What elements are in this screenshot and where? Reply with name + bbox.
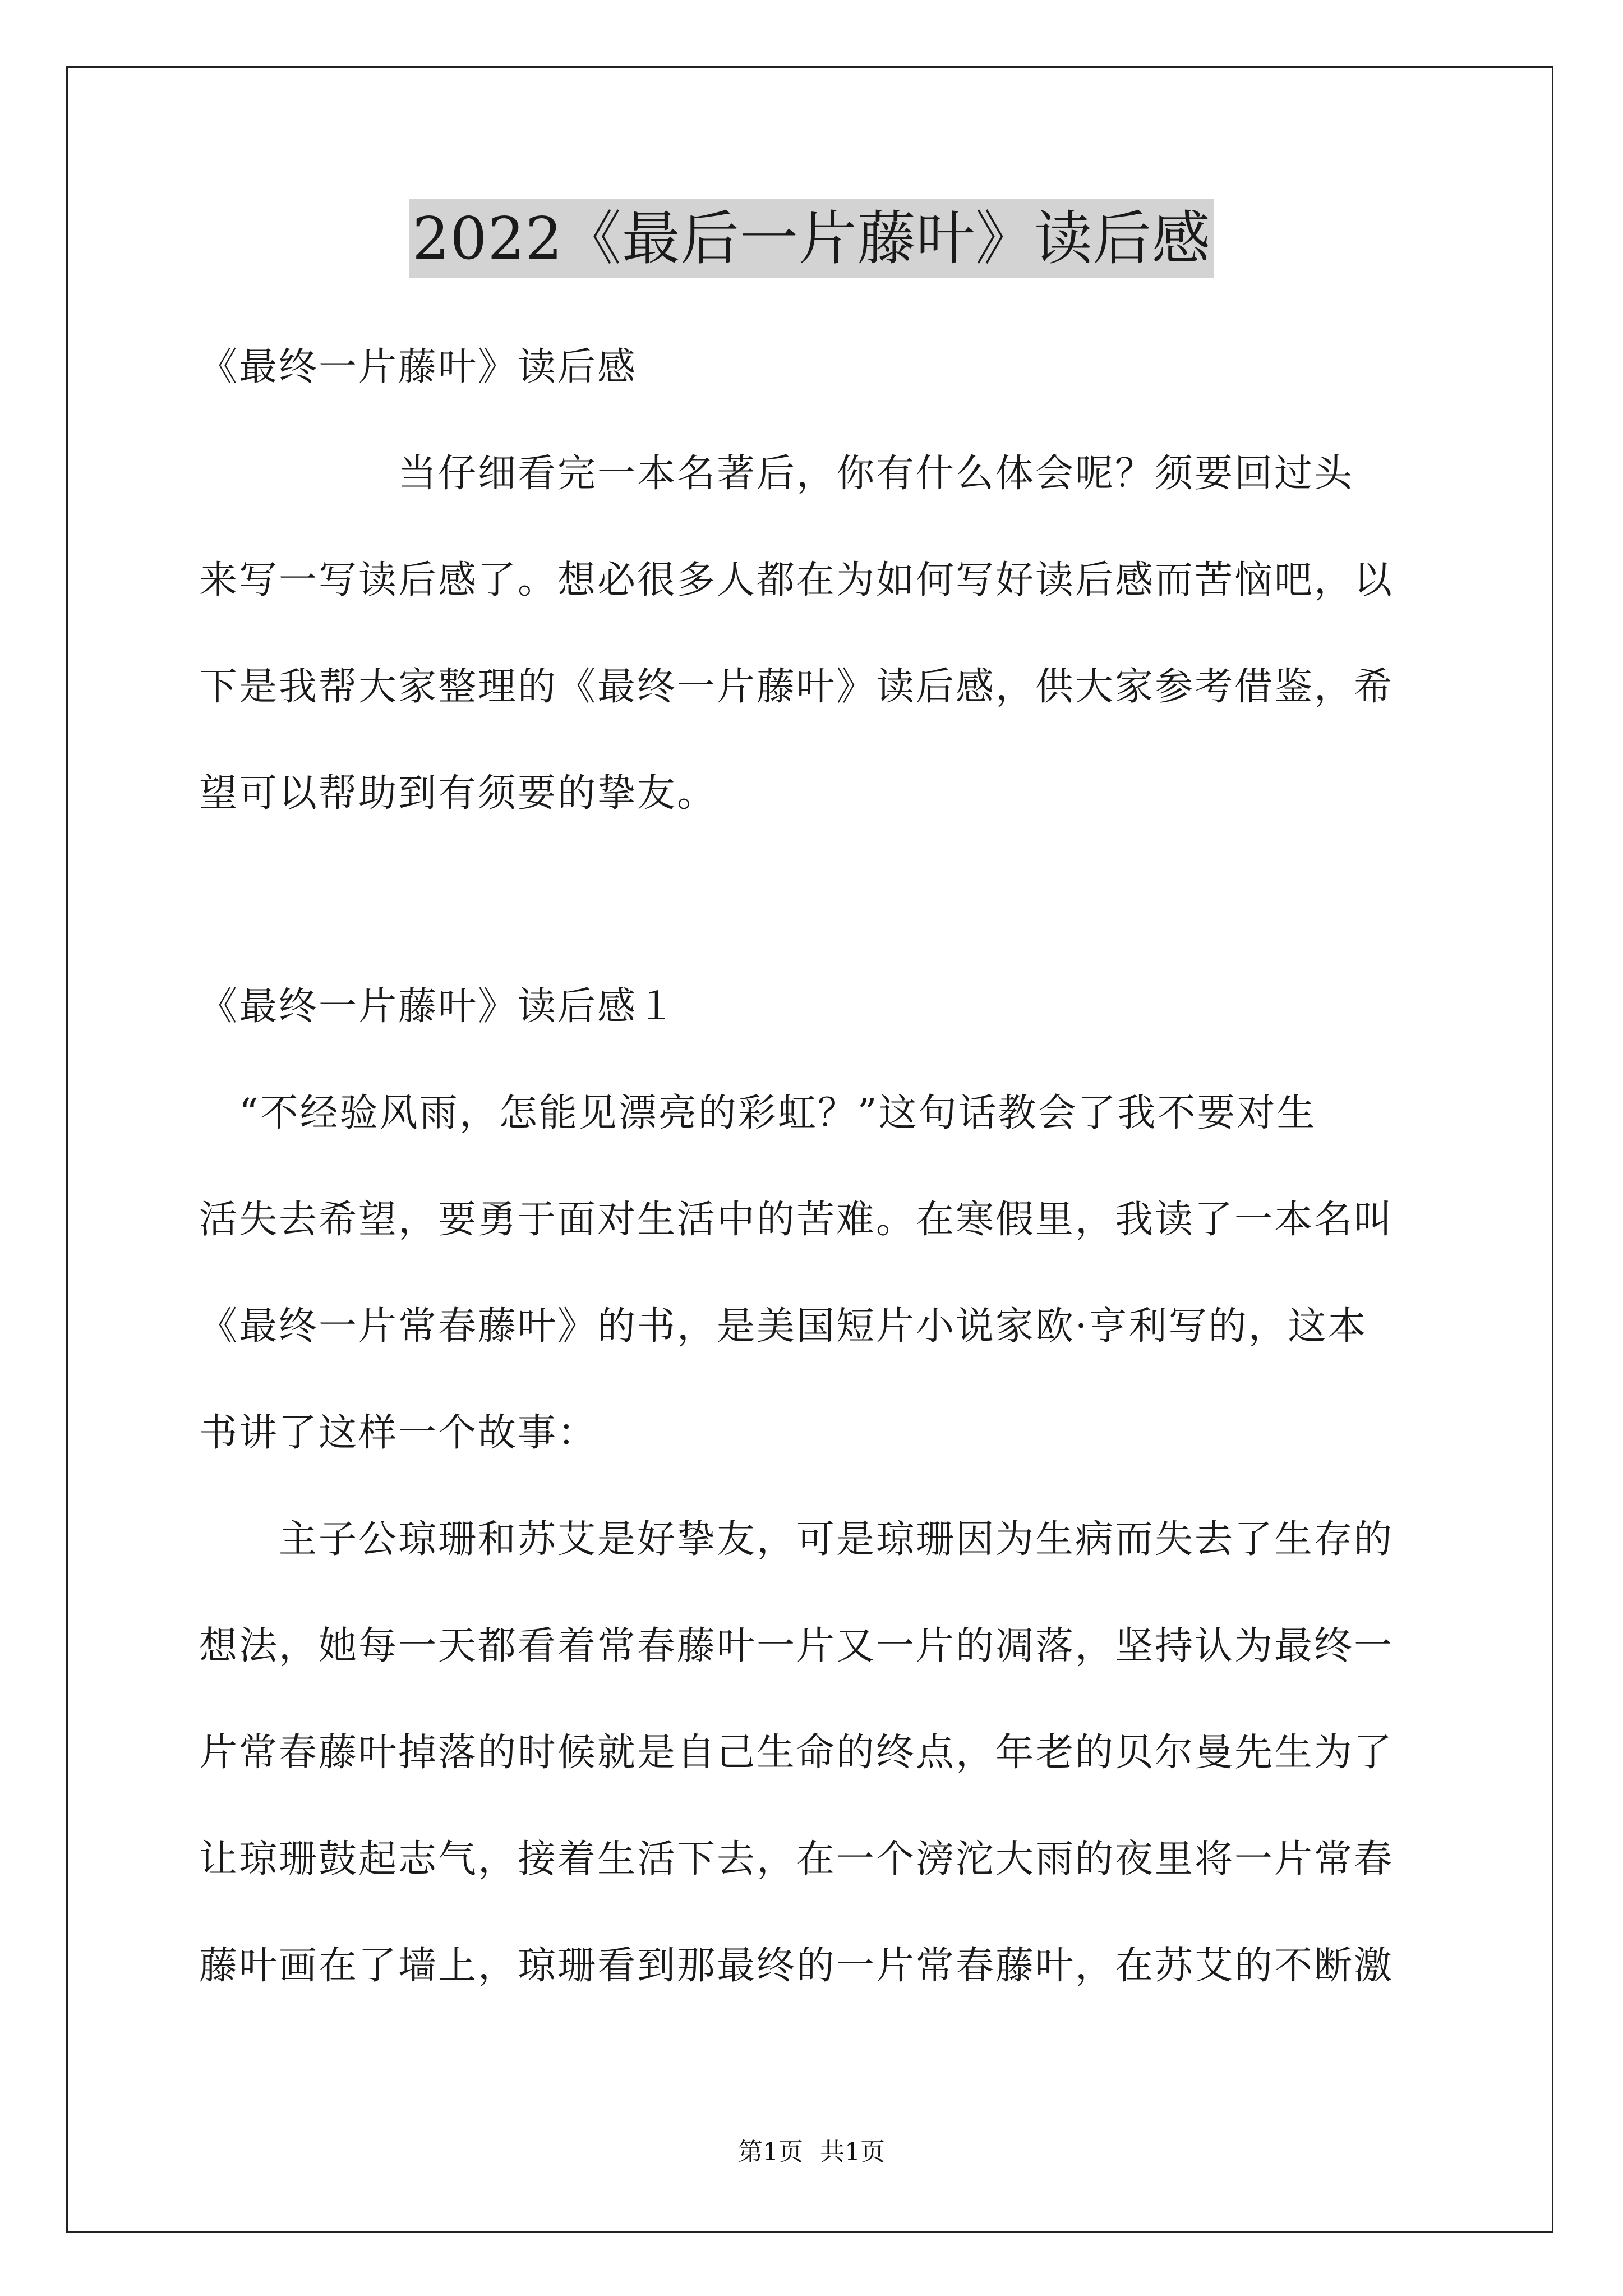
- paragraph-line: 望可以帮助到有须要的挚友。: [199, 771, 717, 816]
- paragraph-line: 片常春藤叶掉落的时候就是自己生命的终点，年老的贝尔曼先生为了: [199, 1731, 1394, 1775]
- page-number: 第1页: [738, 2138, 803, 2166]
- title-wrap: [0, 199, 1623, 278]
- page-total: 共1页: [820, 2138, 885, 2166]
- paragraph-line: 《最终一片常春藤叶》的书，是美国短片小说家欧·亨利写的，这本: [199, 1304, 1368, 1349]
- paragraph-line: 书讲了这样一个故事：: [199, 1411, 598, 1455]
- paragraph-line: 让琼珊鼓起志气，接着生活下去，在一个滂沱大雨的夜里将一片常春: [199, 1837, 1394, 1881]
- paragraph-line: 想法，她每一天都看着常春藤叶一片又一片的凋落，坚持认为最终一: [199, 1624, 1394, 1668]
- page-footer: [0, 2132, 1623, 2168]
- document-body: [199, 314, 1433, 2019]
- paragraph-line: “不经验风雨，怎能见漂亮的彩虹？”这句话教会了我不要对生: [199, 1091, 1317, 1135]
- document-title: 2022《最后一片藤叶》读后感: [409, 199, 1214, 278]
- paragraph-line: 活失去希望，要勇于面对生活中的苦难。在寒假里，我读了一本名叫: [199, 1198, 1394, 1242]
- paragraph-line: 主子公琼珊和苏艾是好挚友，可是琼珊因为生病而失去了生存的: [199, 1517, 1394, 1562]
- paragraph-line: 《最终一片藤叶》读后感: [199, 345, 638, 389]
- paragraph-line: 下是我帮大家整理的《最终一片藤叶》读后感，供大家参考借鉴，希: [199, 665, 1394, 709]
- paragraph-gap: [199, 847, 1433, 954]
- section-heading: 《最终一片藤叶》读后感１: [199, 984, 677, 1029]
- paragraph-line: 当仔细看完一本名著后，你有什么体会呢？须要回过头: [199, 452, 1354, 496]
- paragraph-line: 藤叶画在了墙上，琼珊看到那最终的一片常春藤叶，在苏艾的不断激: [199, 1944, 1394, 1988]
- paragraph-line: 来写一写读后感了。想必很多人都在为如何写好读后感而苦恼吧，以: [199, 558, 1394, 602]
